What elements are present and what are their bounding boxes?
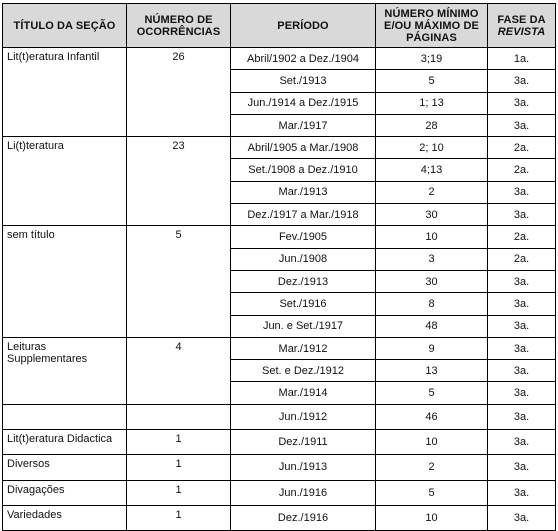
pages-cell: 46	[376, 404, 488, 429]
phase-cell: 3a.	[488, 505, 556, 530]
pages-cell: 5	[376, 70, 488, 92]
pages-cell: 2	[376, 455, 488, 480]
pages-cell: 3	[376, 248, 488, 270]
pages-cell: 48	[376, 315, 488, 337]
phase-cell: 3a.	[488, 181, 556, 203]
pages-cell: 9	[376, 337, 488, 359]
occurrences-cell: 1	[127, 430, 231, 455]
period-cell: Dez./1916	[231, 505, 376, 530]
period-cell: Abril/1902 a Dez./1904	[231, 48, 376, 70]
phase-cell: 2a.	[488, 226, 556, 248]
phase-cell: 3a.	[488, 70, 556, 92]
phase-cell: 3a.	[488, 293, 556, 315]
occurrences-cell	[127, 404, 231, 429]
phase-cell: 3a.	[488, 404, 556, 429]
sections-table-container	[2, 3, 555, 525]
period-cell: Mar./1914	[231, 382, 376, 404]
table-row	[3, 337, 556, 359]
table-row	[3, 226, 556, 248]
pages-cell: 2; 10	[376, 137, 488, 159]
pages-cell: 30	[376, 204, 488, 226]
occurrences-cell: 26	[127, 48, 231, 137]
phase-cell: 3a.	[488, 204, 556, 226]
phase-cell: 2a.	[488, 137, 556, 159]
pages-cell: 5	[376, 480, 488, 505]
table-row	[3, 137, 556, 159]
phase-cell: 3a.	[488, 337, 556, 359]
sections-table	[2, 3, 556, 531]
phase-cell: 3a.	[488, 92, 556, 114]
pages-cell: 10	[376, 430, 488, 455]
section-title-cell: Variedades	[3, 505, 127, 530]
table-row	[3, 430, 556, 455]
pages-cell: 3;19	[376, 48, 488, 70]
phase-cell: 3a.	[488, 455, 556, 480]
table-row	[3, 404, 556, 429]
period-cell: Jun./1916	[231, 480, 376, 505]
occurrences-cell: 5	[127, 226, 231, 337]
pages-cell: 13	[376, 360, 488, 382]
table-row	[3, 480, 556, 505]
period-cell: Mar./1917	[231, 114, 376, 136]
phase-cell: 3a.	[488, 382, 556, 404]
phase-cell: 3a.	[488, 315, 556, 337]
phase-cell: 3a.	[488, 430, 556, 455]
section-title-cell: Diversos	[3, 455, 127, 480]
section-title-cell: sem título	[3, 226, 127, 337]
table-body	[3, 48, 556, 531]
section-title-cell: Li(t)teratura	[3, 137, 127, 226]
pages-cell: 30	[376, 270, 488, 292]
phase-cell: 2a.	[488, 159, 556, 181]
phase-cell: 1a.	[488, 48, 556, 70]
period-cell: Dez./1917 a Mar./1918	[231, 204, 376, 226]
section-title-cell	[3, 404, 127, 429]
header-occurrences: NÚMERO DE OCORRÊNCIAS	[127, 4, 231, 48]
pages-cell: 10	[376, 226, 488, 248]
period-cell: Fev./1905	[231, 226, 376, 248]
period-cell: Jun./1914 a Dez./1915	[231, 92, 376, 114]
period-cell: Dez./1911	[231, 430, 376, 455]
period-cell: Jun./1913	[231, 455, 376, 480]
section-title-cell: Lit(t)eratura Infantil	[3, 48, 127, 137]
pages-cell: 2	[376, 181, 488, 203]
occurrences-cell: 1	[127, 455, 231, 480]
header-phase: FASE DA REVISTA	[488, 4, 556, 48]
header-pages: NÚMERO MÍNIMO E/OU MÁXIMO DE PÁGINAS	[376, 4, 488, 48]
phase-cell: 3a.	[488, 114, 556, 136]
occurrences-cell: 4	[127, 337, 231, 404]
table-row	[3, 48, 556, 70]
period-cell: Mar./1912	[231, 337, 376, 359]
pages-cell: 1; 13	[376, 92, 488, 114]
period-cell: Dez./1913	[231, 270, 376, 292]
period-cell: Mar./1913	[231, 181, 376, 203]
header-row	[3, 4, 556, 48]
period-cell: Set./1916	[231, 293, 376, 315]
phase-cell: 3a.	[488, 270, 556, 292]
period-cell: Jun. e Set./1917	[231, 315, 376, 337]
pages-cell: 4;13	[376, 159, 488, 181]
phase-cell: 3a.	[488, 360, 556, 382]
period-cell: Jun./1908	[231, 248, 376, 270]
occurrences-cell: 1	[127, 505, 231, 530]
period-cell: Abril/1905 a Mar./1908	[231, 137, 376, 159]
pages-cell: 8	[376, 293, 488, 315]
pages-cell: 28	[376, 114, 488, 136]
period-cell: Set. e Dez./1912	[231, 360, 376, 382]
header-period: PERÍODO	[231, 4, 376, 48]
table-row	[3, 455, 556, 480]
phase-cell: 3a.	[488, 480, 556, 505]
occurrences-cell: 1	[127, 480, 231, 505]
section-title-cell: Lit(t)eratura Didactica	[3, 430, 127, 455]
pages-cell: 10	[376, 505, 488, 530]
header-section-title: TÍTULO DA SEÇÃO	[3, 4, 127, 48]
period-cell: Set./1913	[231, 70, 376, 92]
pages-cell: 5	[376, 382, 488, 404]
table-row	[3, 505, 556, 530]
section-title-cell: Divagações	[3, 480, 127, 505]
section-title-cell: Leituras Supplementares	[3, 337, 127, 404]
phase-cell: 2a.	[488, 248, 556, 270]
period-cell: Set./1908 a Dez./1910	[231, 159, 376, 181]
period-cell: Jun./1912	[231, 404, 376, 429]
occurrences-cell: 23	[127, 137, 231, 226]
